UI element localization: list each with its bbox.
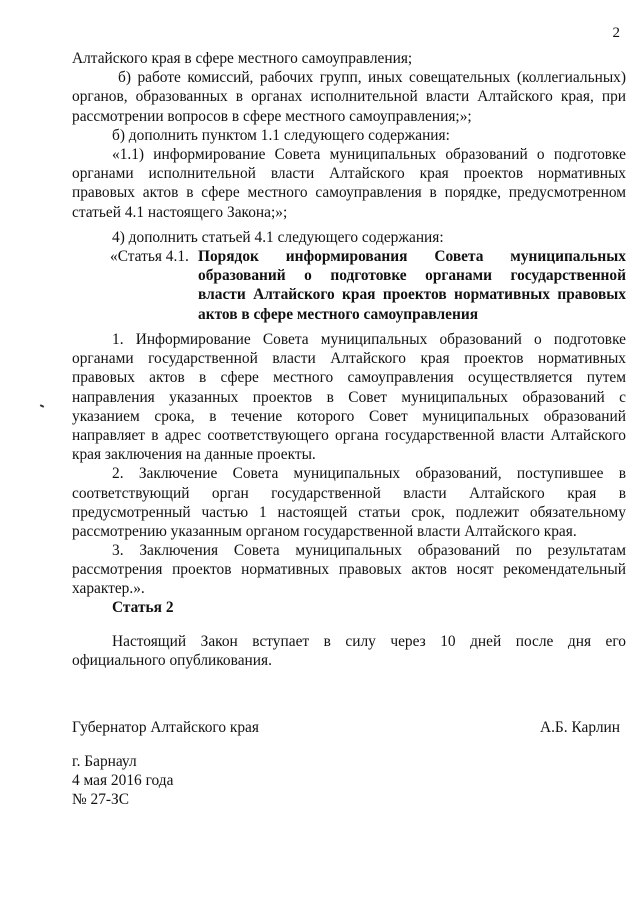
article-2-text xyxy=(72,632,626,670)
title-line: Порядок информирования Совета муниципальных xyxy=(198,248,626,265)
date: 4 мая 2016 года xyxy=(72,772,174,790)
text-line: предусмотренный частью 1 настоящей статьи срок, подлежит обязательному xyxy=(72,503,626,521)
text-line: 2. Заключение Совета муниципальных образований, поступившее в xyxy=(112,465,626,483)
text-line: 3. Заключения Совета муниципальных образований по результатам xyxy=(112,542,626,560)
document-footer xyxy=(72,752,173,810)
text-line: официального опубликования. xyxy=(72,652,272,670)
text-line: правовых актов в сфере местного самоуправления в порядке, предусмотренном xyxy=(72,184,626,202)
article-2 xyxy=(72,598,626,617)
signature-position: Губернатор Алтайского края xyxy=(72,719,259,736)
text-line: характер.». xyxy=(72,580,145,598)
text-line: края заключения на данные проекты. xyxy=(72,446,316,464)
text-line: б) дополнить пунктом 1.1 следующего содержания: xyxy=(112,126,450,144)
law-number: № 27-ЗС xyxy=(72,791,130,809)
scan-mark xyxy=(40,404,44,408)
text-line: б) работе комиссий, рабочих групп, иных совещательных (коллегиальных) xyxy=(118,69,626,87)
signature-name: А.Б. Карлин xyxy=(539,719,620,736)
text-line: направляет в адрес соответствующего органа государственной власти Алтайского xyxy=(72,426,626,444)
title-line: образований о подготовке органами государственной xyxy=(198,267,626,285)
page-number: 2 xyxy=(612,25,620,41)
text-line: направления указанных проектов в Совет муниципальных образований с xyxy=(72,388,626,406)
text-line: рассмотрении вопросов в сфере местного самоуправления;»; xyxy=(72,107,472,125)
title-line: актов в сфере местного самоуправления xyxy=(198,305,479,323)
text-line: статьей 4.1 настоящего Закона;»; xyxy=(72,203,288,221)
text-line: указанием срока, в течение которого Совет муниципальных образований xyxy=(72,407,626,425)
text-line: 4) дополнить статьей 4.1 следующего содержания: xyxy=(112,229,444,246)
text-line: органами государственной власти Алтайского края проектов нормативных xyxy=(72,350,626,368)
text-line: рассмотрения проектов нормативных правовых актов носят рекомендательный xyxy=(72,561,626,579)
article-label: «Статья 4.1. xyxy=(110,248,189,265)
city: г. Барнаул xyxy=(72,753,137,770)
text-line: соответствующий орган государственной власти Алтайского края в xyxy=(72,484,626,502)
amendment-4 xyxy=(72,228,626,247)
text-line: рассмотрению указанным органом государственной власти Алтайского края. xyxy=(72,522,577,540)
amendments-text xyxy=(72,49,626,222)
text-line: правовых актов в сфере местного самоуправления осуществляется путем xyxy=(72,369,626,387)
article-41-body xyxy=(72,330,626,599)
text-line: Настоящий Закон вступает в силу через 10 дней после дня его xyxy=(112,633,626,650)
text-line: «1.1) информирование Совета муниципальных образований о подготовке xyxy=(112,145,626,163)
text-line: 1. Информирование Совета муниципальных образований о подготовке xyxy=(112,331,626,348)
text-line: органов, образованных в органах исполнительной власти Алтайского края, при xyxy=(72,88,626,106)
article-title xyxy=(198,247,626,324)
text-line: органами исполнительной власти Алтайского края проектов нормативных xyxy=(72,165,626,183)
title-line: власти Алтайского края проектов нормативных правовых xyxy=(198,286,626,304)
text-line: Алтайского края в сфере местного самоуправления; xyxy=(72,50,413,67)
article-2-heading: Статья 2 xyxy=(112,599,174,616)
